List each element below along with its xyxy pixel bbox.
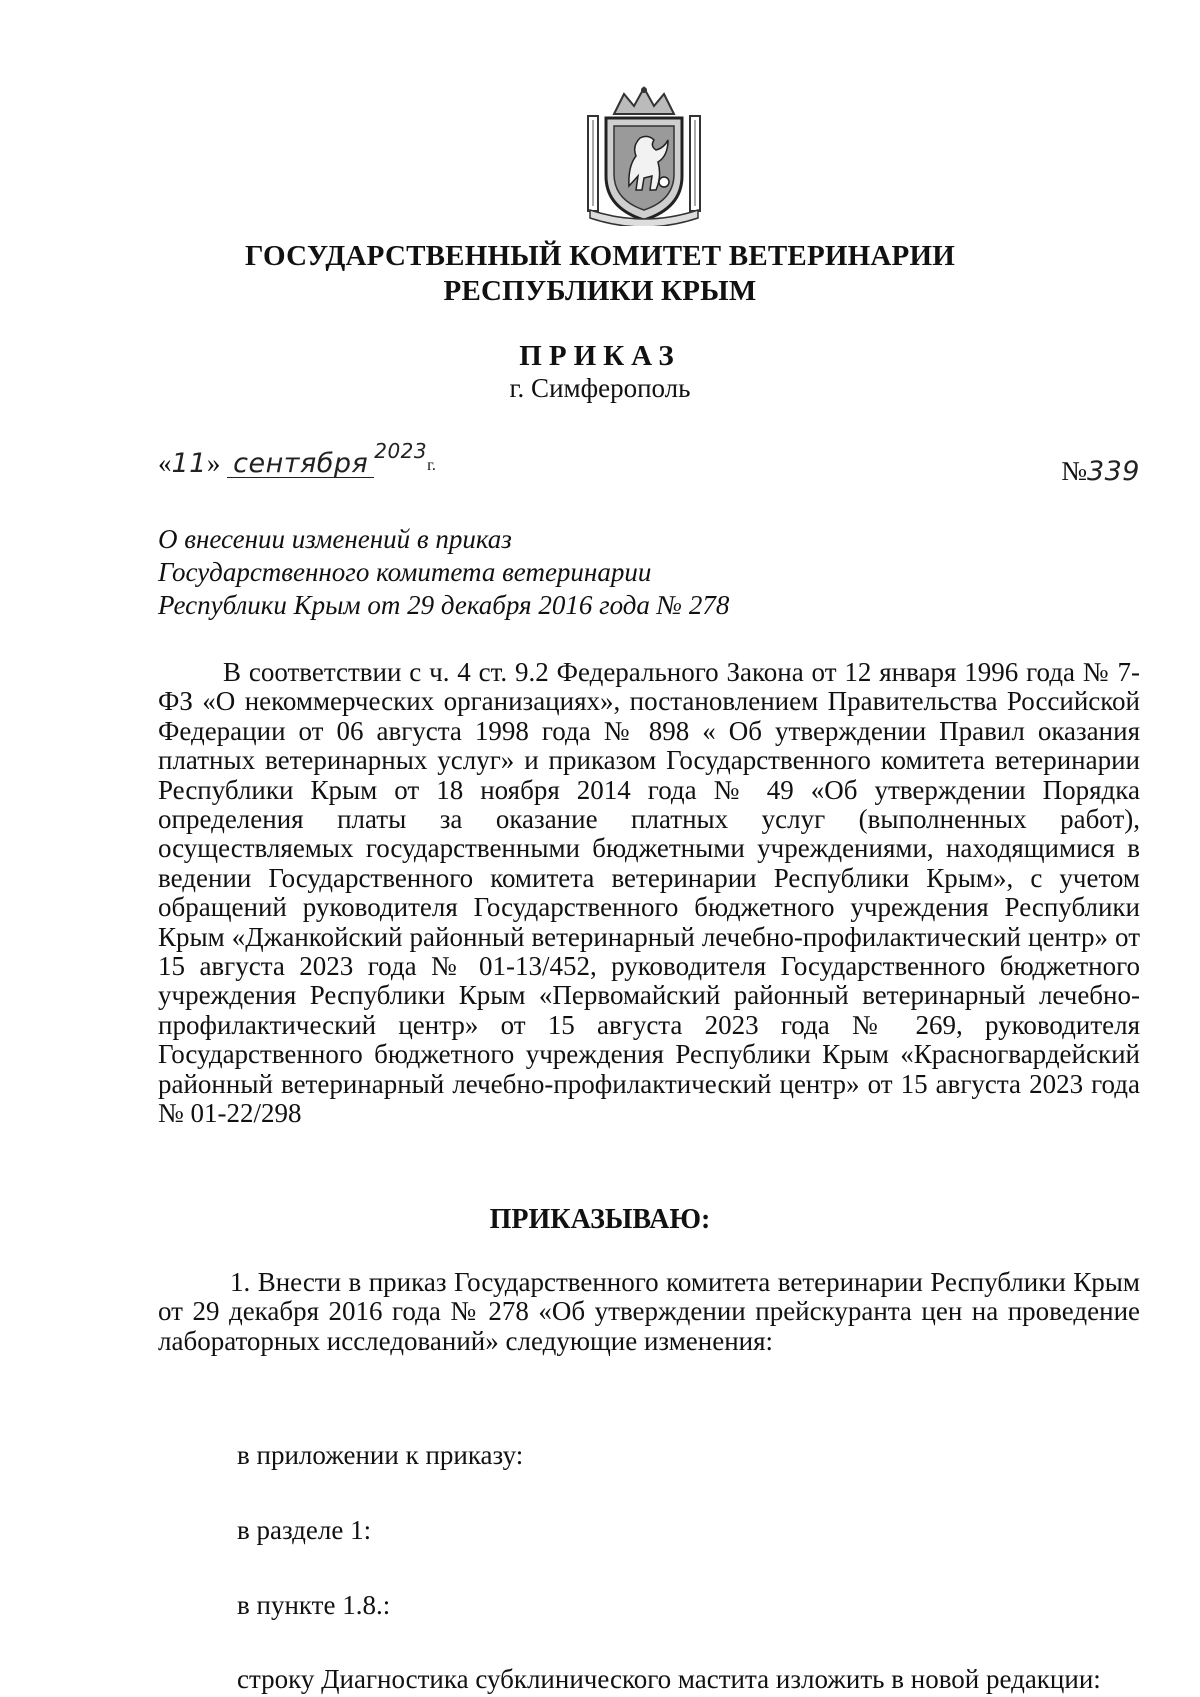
subject-line1: О внесении изменений в приказ — [158, 524, 512, 554]
date-year: 2023 — [374, 439, 428, 463]
amendment-line-section: в разделе 1: — [237, 1515, 372, 1545]
date-open-quote: « — [158, 448, 172, 478]
order-heading: ПРИКАЗЫВАЮ: — [489, 1204, 711, 1235]
crimea-coat-of-arms-icon — [584, 86, 704, 226]
preamble-paragraph: В соответствии с ч. 4 ст. 9.2 Федерального Закона от 12 января 1996 года № 7-ФЗ «О некоммерческих организациях», постановлением Правительства Российской Федерации от 06 августа 1998 года № 898 « Об утверждении Правил оказания платных ветеринарных услуг» и приказом Государственного комитета ветеринарии Республики Крым от 18 ноября 2014 года № 49 «Об утверждении Порядка определения платы за оказание платных услуг (выполненных работ), осуществляемых государственными бюджетными учреждениями, находящимися в ведении Государственного комитета ветеринарии Республики Крым», с учетом обращений руководителя Государственного бюджетного учреждения Республики Крым «Джанкойский районный ветеринарный лечебно-профилактический центр» от 15 августа 2023 года № 01-13/452, руководителя Государственного бюджетного учреждения Республики Крым «Первомайский районный ветеринарный лечебно-профилактический центр» от 15 августа 2023 года № 269, руководителя Государственного бюджетного учреждения Республики Крым «Красногвардейский районный ветеринарный лечебно-профилактический центр» от 15 августа 2023 года № 01-22/298 — [158, 657, 1140, 1129]
date-year-suffix: г. — [427, 457, 436, 474]
number-value: 339 — [1086, 456, 1140, 487]
organization-name-line2: РЕСПУБЛИКИ КРЫМ — [443, 275, 757, 307]
date-close-quote: » — [206, 448, 221, 478]
number-label: № — [1061, 456, 1087, 486]
amendment-line-appendix: в приложении к приказу: — [237, 1440, 524, 1470]
document-date — [158, 439, 436, 479]
subject-line2: Государственного комитета ветеринарии — [158, 557, 652, 587]
date-month: сентября — [227, 451, 374, 478]
document-city: г. Симферополь — [509, 373, 691, 403]
order-item-1: 1. Внести в приказ Государственного комитета ветеринарии Республики Крым от 29 декабря 2016 года № 278 «Об утверждении прейскуранта цен на проведение лабораторных исследований» следующие изменения: — [158, 1267, 1140, 1356]
document-type-title: ПРИКАЗ — [519, 340, 681, 372]
subject-line3: Республики Крым от 29 декабря 2016 года № 278 — [158, 590, 730, 620]
amendment-line-point: в пункте 1.8.: — [237, 1590, 391, 1620]
organization-name-line1: ГОСУДАРСТВЕННЫЙ КОМИТЕТ ВЕТЕРИНАРИИ — [245, 240, 955, 272]
amendment-line-row: строку Диагностика субклинического мастита изложить в новой редакции: — [237, 1664, 1101, 1694]
document-number — [1061, 456, 1140, 487]
date-day: 11 — [171, 448, 207, 479]
document-subject — [158, 523, 729, 622]
